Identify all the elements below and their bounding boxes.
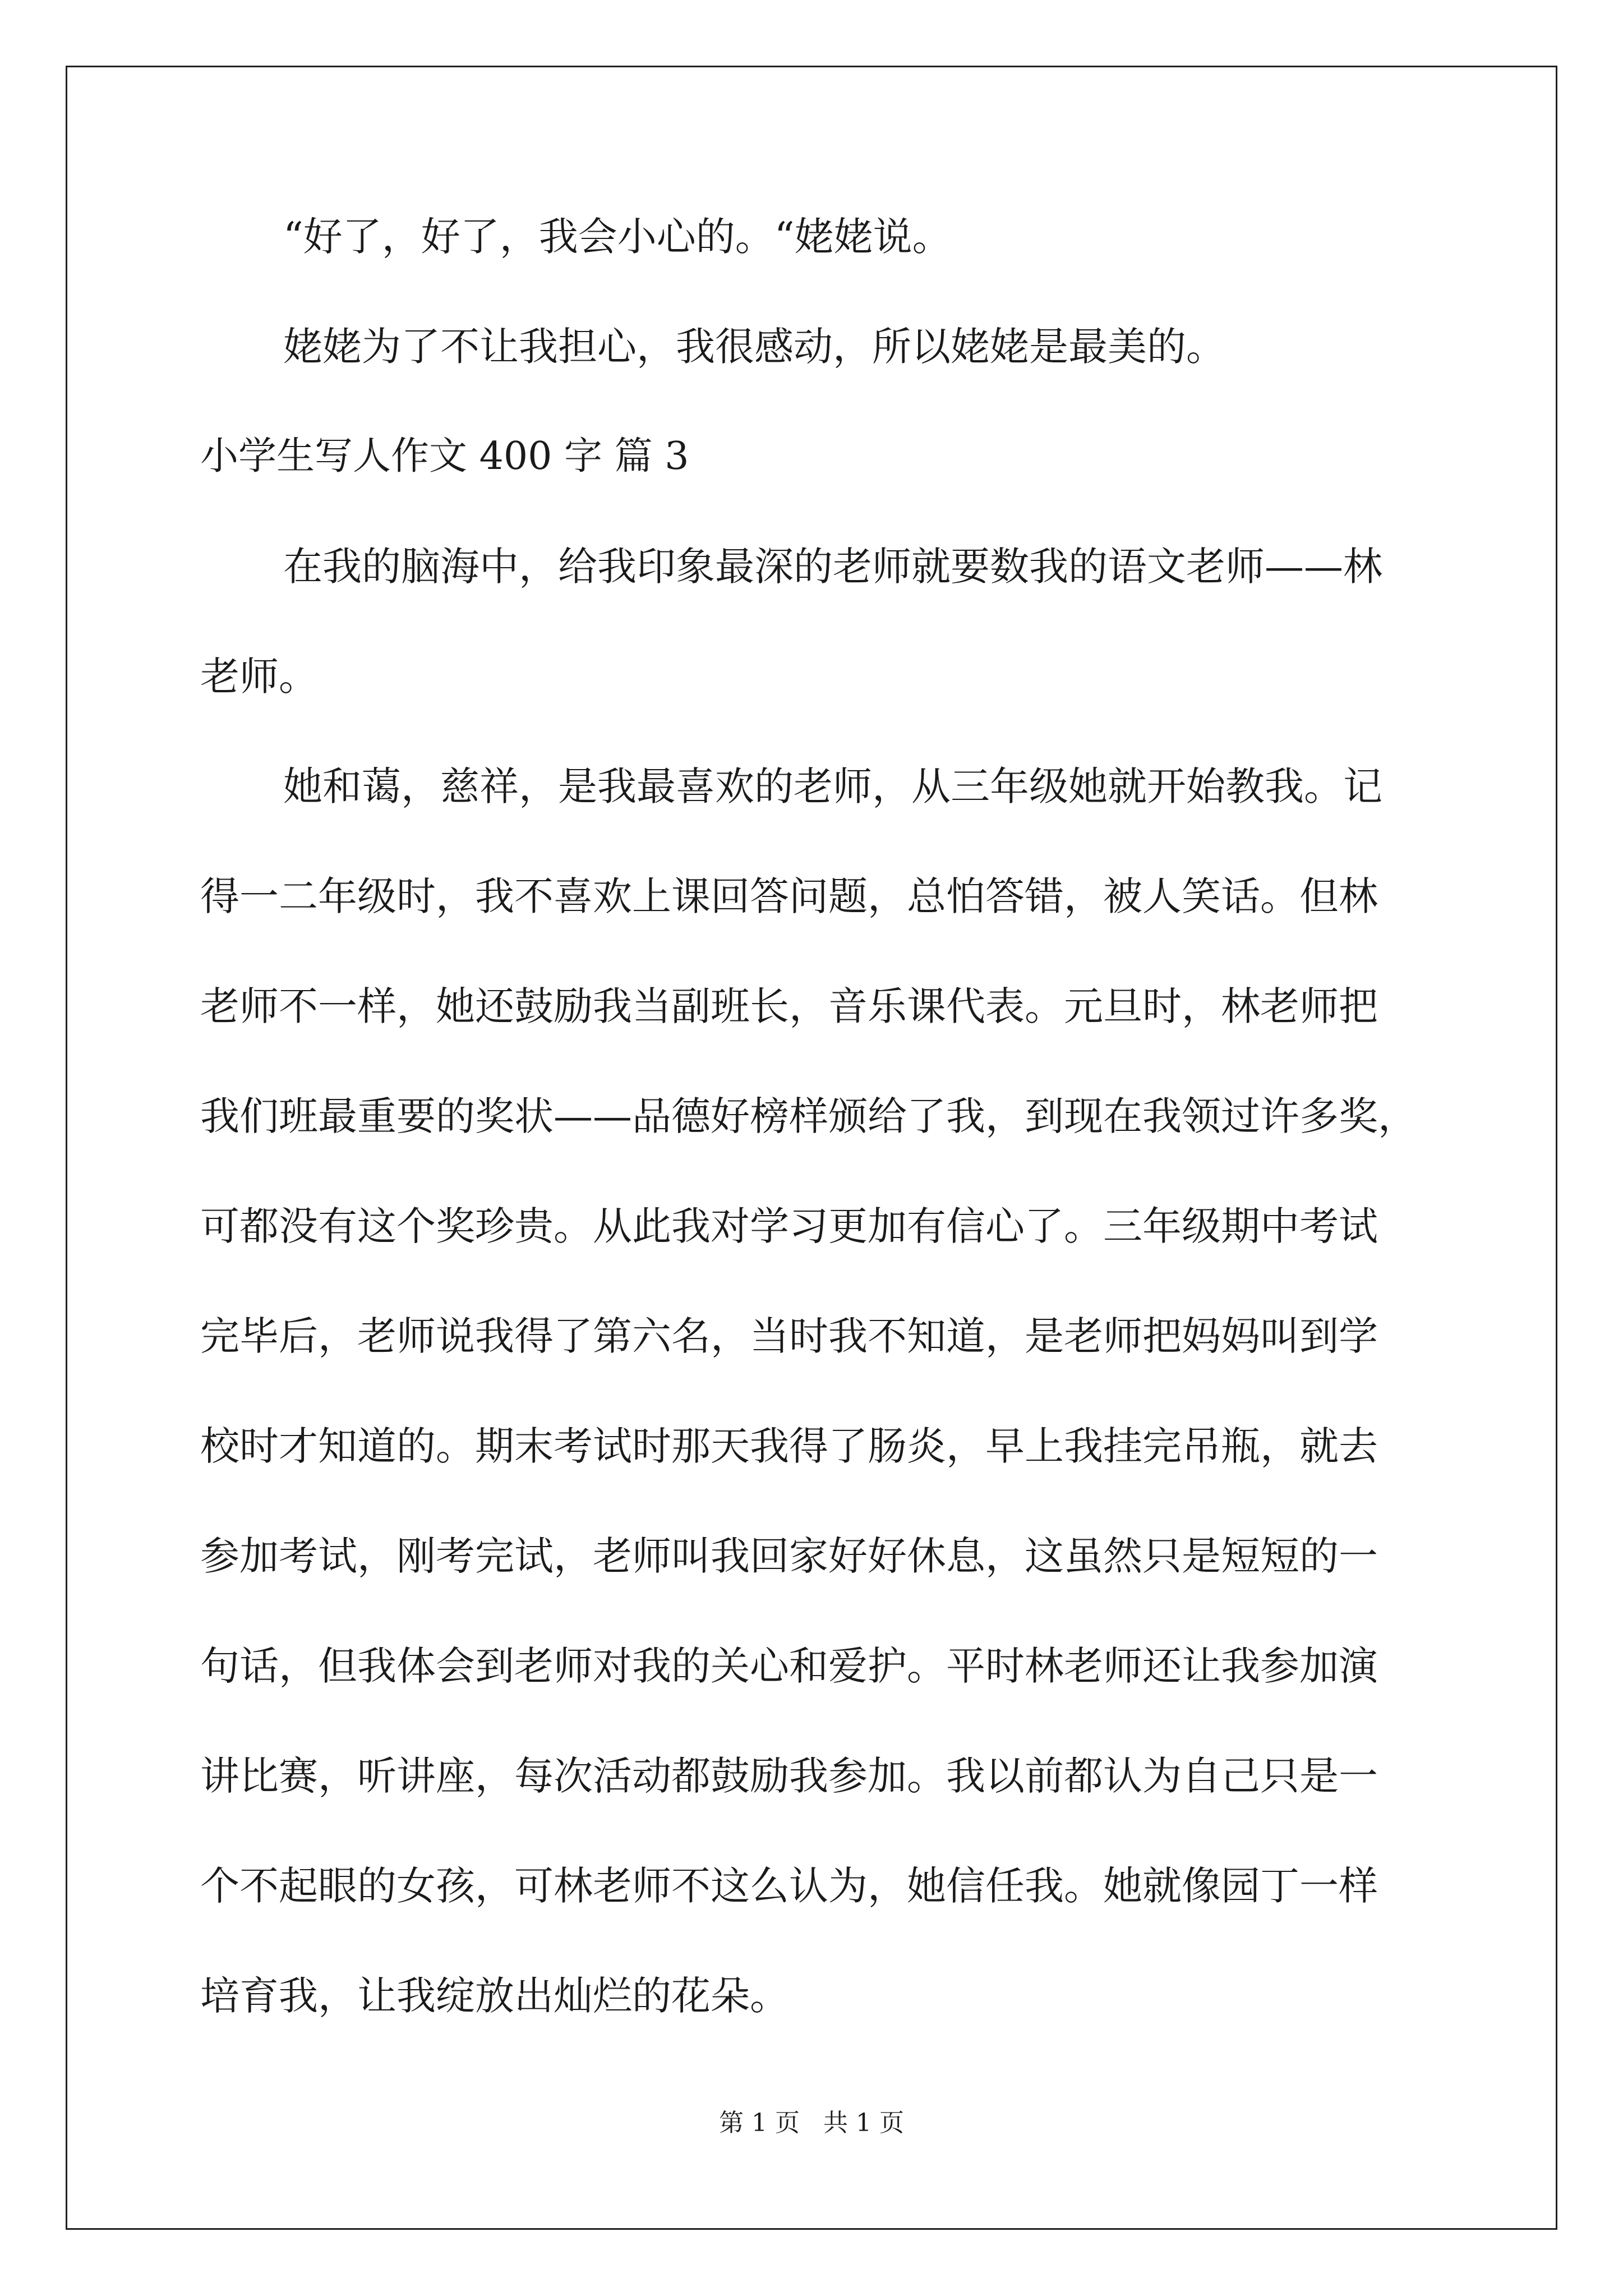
paragraph-line: 完毕后，老师说我得了第六名，当时我不知道，是老师把妈妈叫到学	[200, 1313, 1378, 1359]
paragraph-line: 培育我，让我绽放出灿烂的花朵。	[200, 1973, 789, 2019]
paragraph-line: “好了，好了，我会小心的。“姥姥说。	[283, 214, 952, 260]
paragraph-line: 可都没有这个奖珍贵。从此我对学习更加有信心了。三年级期中考试	[200, 1203, 1378, 1249]
page-number-footer: 第 1 页 共 1 页	[719, 2109, 904, 2137]
section-heading: 小学生写人作文 400 字 篇 3	[200, 434, 689, 478]
paragraph-line: 参加考试，刚考完试，老师叫我回家好好休息，这虽然只是短短的一	[200, 1533, 1378, 1579]
paragraph-line: 个不起眼的女孩，可林老师不这么认为，她信任我。她就像园丁一样	[200, 1863, 1378, 1909]
paragraph-line: 校时才知道的。期末考试时那天我得了肠炎，早上我挂完吊瓶，就去	[200, 1423, 1378, 1469]
paragraph-line: 句话，但我体会到老师对我的关心和爱护。平时林老师还让我参加演	[200, 1643, 1378, 1689]
paragraph-line: 我们班最重要的奖状——品德好榜样颁给了我，到现在我领过许多奖，	[200, 1093, 1417, 1139]
paragraph-line: 姥姥为了不让我担心，我很感动，所以姥姥是最美的。	[283, 324, 1225, 370]
paragraph-line: 她和蔼，慈祥，是我最喜欢的老师，从三年级她就开始教我。记	[283, 763, 1382, 809]
paragraph-line: 得一二年级时，我不喜欢上课回答问题，总怕答错，被人笑话。但林	[200, 873, 1378, 919]
paragraph-line: 讲比赛，听讲座，每次活动都鼓励我参加。我以前都认为自己只是一	[200, 1753, 1378, 1799]
paragraph-line: 老师不一样，她还鼓励我当副班长，音乐课代表。元旦时，林老师把	[200, 983, 1378, 1029]
paragraph-line: 老师。	[200, 654, 318, 700]
paragraph-line: 在我的脑海中，给我印象最深的老师就要数我的语文老师——林	[283, 544, 1382, 590]
